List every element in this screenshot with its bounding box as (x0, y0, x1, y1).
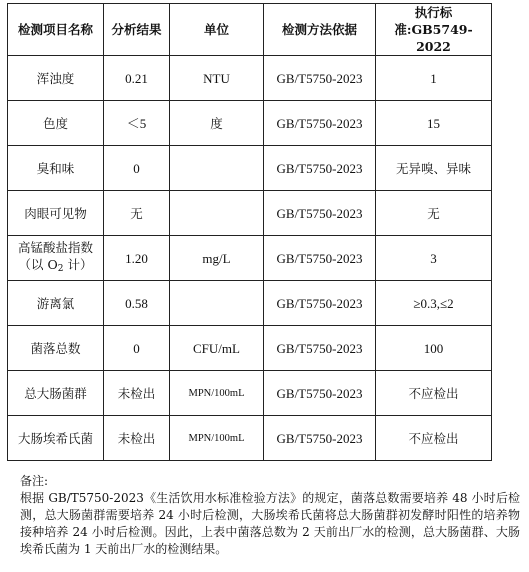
header-result: 分析结果 (104, 4, 170, 56)
cell-unit: MPN/100mL (170, 371, 264, 416)
header-standard-line1: 执行标 (414, 5, 453, 20)
cell-method: GB/T5750-2023 (264, 281, 376, 326)
cell-result: 0.58 (104, 281, 170, 326)
cell-result: 1.20 (104, 236, 170, 281)
cell-standard: 无 (376, 191, 492, 236)
cell-method: GB/T5750-2023 (264, 56, 376, 101)
cell-unit (170, 191, 264, 236)
header-standard (376, 4, 492, 56)
cell-item: 臭和味 (8, 146, 104, 191)
cell-result: 0.21 (104, 56, 170, 101)
table-row (8, 416, 492, 461)
cell-result: 未检出 (104, 371, 170, 416)
cell-unit: MPN/100mL (170, 416, 264, 461)
cell-item-line2 (10, 256, 101, 278)
notes-section (20, 473, 520, 558)
cell-method: GB/T5750-2023 (264, 416, 376, 461)
cell-item (8, 236, 104, 281)
notes-body: 根据 GB/T5750-2023《生活饮用水标准检验方法》的规定，菌落总数需要培养 48 小时后检测，总大肠菌群需要培养 24 小时后检测，大肠埃希氏菌将总大肠菌群初发酵时阳性的培养物接种培养 24 小时后检测。因此，上表中菌落总数为 2 天前出厂水的检测，总大肠菌群、大肠埃希氏菌为 1 天前出厂水的检测结果。 (20, 491, 520, 556)
cell-item: 浑浊度 (8, 56, 104, 101)
cell-method: GB/T5750-2023 (264, 236, 376, 281)
cell-standard: ≥0.3,≤2 (376, 281, 492, 326)
table-row (8, 56, 492, 101)
cell-result: ＜5 (104, 101, 170, 146)
cell-result: 0 (104, 326, 170, 371)
cell-item: 肉眼可见物 (8, 191, 104, 236)
table-row (8, 281, 492, 326)
cell-standard: 不应检出 (376, 371, 492, 416)
cell-standard: 无异嗅、异味 (376, 146, 492, 191)
cell-result: 无 (104, 191, 170, 236)
header-unit: 单位 (170, 4, 264, 56)
cell-unit: NTU (170, 56, 264, 101)
cell-unit (170, 146, 264, 191)
table-row (8, 191, 492, 236)
cell-method: GB/T5750-2023 (264, 326, 376, 371)
cell-item: 大肠埃希氏菌 (8, 416, 104, 461)
cell-unit: mg/L (170, 236, 264, 281)
header-standard-line2: 准:GB5749-2022 (394, 22, 473, 54)
cell-method: GB/T5750-2023 (264, 191, 376, 236)
table-row (8, 146, 492, 191)
cell-unit: 度 (170, 101, 264, 146)
cell-standard: 1 (376, 56, 492, 101)
cell-item-line1: 高锰酸盐指数 (17, 239, 93, 255)
cell-result: 未检出 (104, 416, 170, 461)
cell-item: 游离氯 (8, 281, 104, 326)
cell-item: 菌落总数 (8, 326, 104, 371)
cell-item: 总大肠菌群 (8, 371, 104, 416)
table-row (8, 236, 492, 281)
cell-unit (170, 281, 264, 326)
notes-heading: 备注: (20, 474, 49, 488)
cell-method: GB/T5750-2023 (264, 101, 376, 146)
cell-unit: CFU/mL (170, 326, 264, 371)
water-quality-table (7, 3, 492, 461)
cell-standard: 不应检出 (376, 416, 492, 461)
cell-method: GB/T5750-2023 (264, 371, 376, 416)
table-row (8, 371, 492, 416)
header-row (8, 4, 492, 56)
header-item: 检测项目名称 (8, 4, 104, 56)
header-method: 检测方法依据 (264, 4, 376, 56)
table-row (8, 326, 492, 371)
cell-standard: 15 (376, 101, 492, 146)
cell-item-line2-sub: 2 (57, 263, 64, 274)
cell-item: 色度 (8, 101, 104, 146)
table-row (8, 101, 492, 146)
cell-standard: 100 (376, 326, 492, 371)
cell-result: 0 (104, 146, 170, 191)
cell-standard: 3 (376, 236, 492, 281)
cell-item-line2-pre: （以 O (18, 256, 58, 272)
cell-item-line2-post: 计） (63, 256, 93, 272)
cell-method: GB/T5750-2023 (264, 146, 376, 191)
